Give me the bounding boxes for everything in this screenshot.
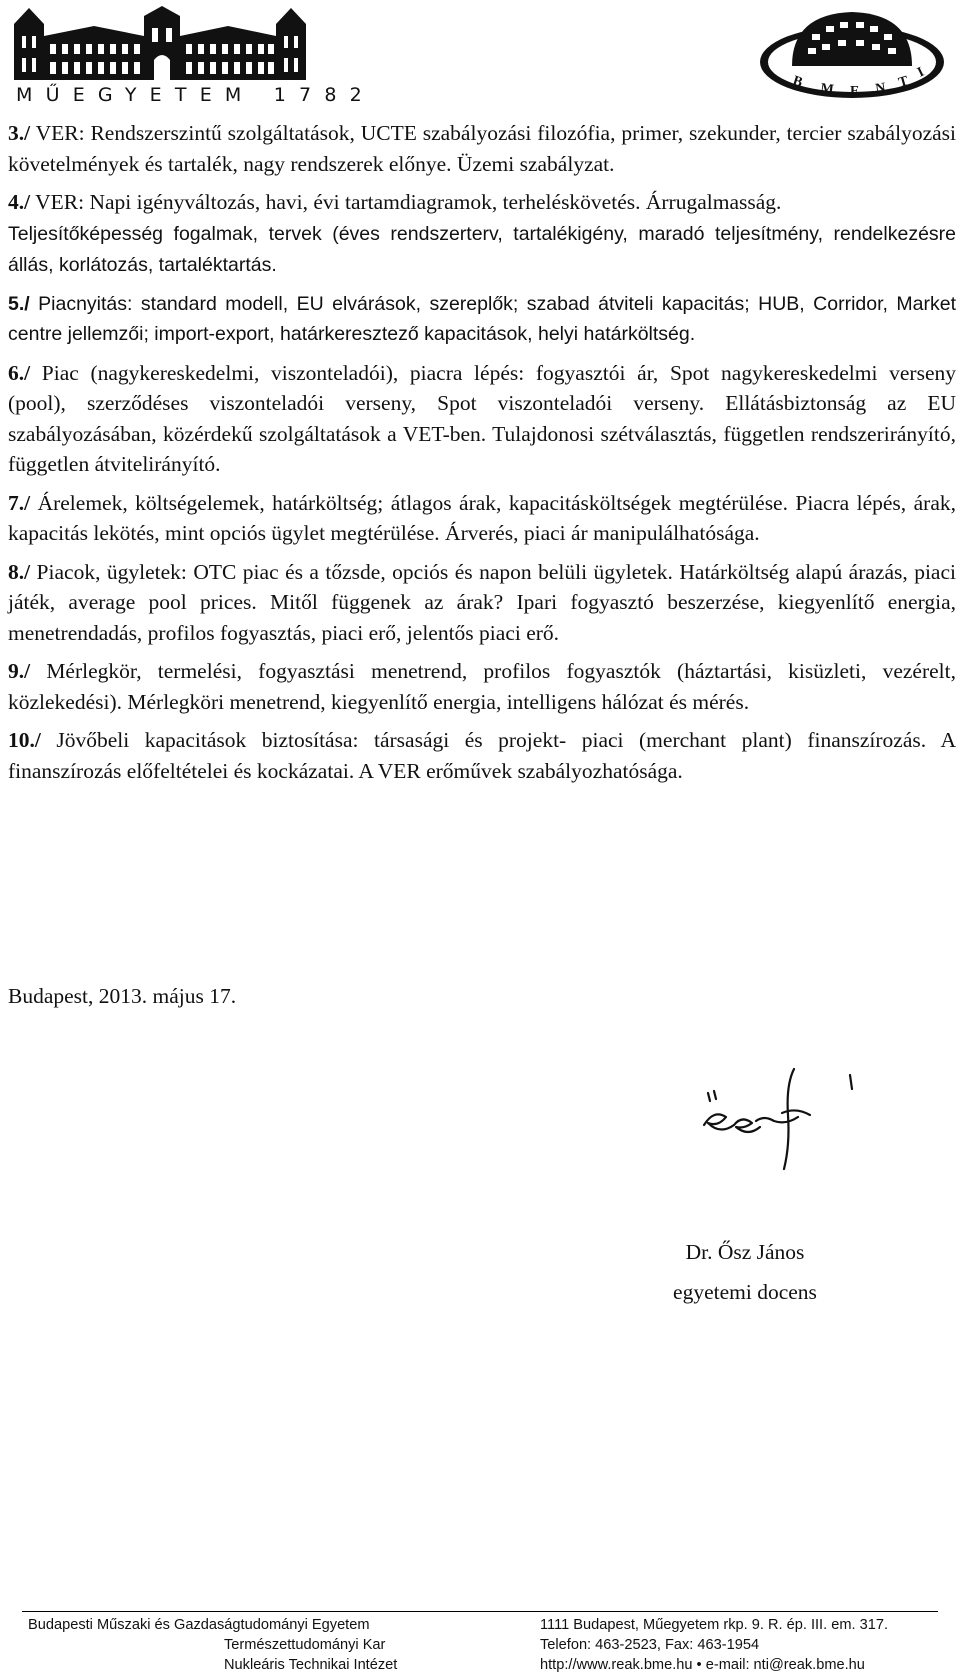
footer-address: 1111 Budapest, Műegyetem rkp. 9. R. ép. III. em. 317.	[540, 1617, 889, 1633]
item-text: Piacnyitás: standard modell, EU elvárások, szereplők; szabad átviteli kapacitás; HUB, Corridor, Market centre jellemzői; import-export, határkeresztező kapacitások, helyi határköltség.	[8, 292, 956, 345]
item-text: Mérlegkör, termelési, fogyasztási menetrend, profilos fogyasztók (háztartási, kisüzleti, vezérelt, közlekedési). Mérlegköri menetrend, kiegyenlítő energia, intelligens hálózat és mérés.	[8, 659, 956, 714]
reactor-dome-icon	[752, 4, 952, 104]
footer-university: Budapesti Műszaki és Gazdaságtudományi Egyetem	[28, 1617, 370, 1633]
signature-block	[640, 1232, 850, 1312]
item-4	[8, 187, 956, 281]
muegyetem-wordmark: MŰEGYETEM 1782	[16, 84, 375, 106]
svg-text:B: B	[790, 73, 805, 91]
svg-text:T: T	[896, 73, 911, 91]
item-number: 6./	[8, 360, 31, 385]
letterhead	[0, 0, 960, 108]
footer	[0, 1615, 960, 1675]
item-5	[8, 289, 956, 350]
footer-institution	[28, 1615, 448, 1675]
handwritten-signature	[700, 1065, 870, 1175]
item-6	[8, 358, 956, 480]
item-number: 8./	[8, 559, 31, 584]
footer-phone-fax: Telefon: 463-2523, Fax: 463-1954	[540, 1637, 760, 1653]
university-building-icon	[10, 6, 310, 84]
svg-text:N: N	[874, 80, 887, 97]
item-number: 5./	[8, 292, 30, 315]
footer-web-email: http://www.reak.bme.hu • e-mail: nti@reak.bme.hu	[540, 1657, 865, 1673]
item-number: 10./	[8, 728, 41, 752]
svg-text:I: I	[915, 64, 927, 81]
footer-divider	[22, 1611, 938, 1612]
item-number: 9./	[8, 659, 31, 683]
item-3	[8, 118, 956, 179]
document-body	[8, 118, 956, 794]
footer-contact	[540, 1615, 960, 1675]
svg-text:M: M	[819, 81, 835, 98]
item-text: Árelemek, költségelemek, határköltség; átlagos árak, kapacitásköltségek megtérülése. Piacra lépés, árak, kapacitás lekötés, mint opciós ügylet megtérülése. Árverés, piaci ár manipulálhatósága.	[8, 490, 956, 545]
item-number: 3./	[8, 121, 31, 145]
document-date: Budapest, 2013. május 17.	[8, 984, 237, 1008]
muegyetem-logo	[10, 6, 375, 106]
item-text: VER: Napi igényváltozás, havi, évi tartamdiagramok, terheléskövetés. Árrugalmasság.	[30, 190, 782, 214]
svg-text:E: E	[850, 84, 860, 99]
item-10	[8, 725, 956, 786]
item-9	[8, 656, 956, 717]
item-8	[8, 557, 956, 649]
item-text: Piacok, ügyletek: OTC piac és a tőzsde, opciós és napon belüli ügyletek. Határköltség alapú árazás, piaci játék, average pool prices. Mitől függenek az árak? Ipari fogyasztó beszerzése, kiegyenlítő energia, menetrendadás, profilos fogyasztás, piaci erő, jelentős piaci erő.	[8, 559, 956, 645]
item-text: Piac (nagykereskedelmi, viszonteladói), piacra lépés: fogyasztói ár, Spot nagykereskedelmi verseny (pool), szerződéses viszonteladói verseny, Spot viszonteladói verseny. Ellátásbiztonság az EU szabályozásában, közérdekű szolgáltatások a VET-ben. Tulajdonosi szétválasztás, független rendszerirányító, független átvitelirányító.	[8, 360, 956, 476]
item-text: VER: Rendszerszintű szolgáltatások, UCTE szabályozási filozófia, primer, szekunder, tercier szabályozási követelmények és tartalék, nagy rendszerek előnye. Üzemi szabályzat.	[8, 121, 956, 176]
bme-nti-logo	[752, 4, 952, 104]
signatory-name: Dr. Ősz János	[685, 1240, 805, 1264]
item-number: 4./	[8, 190, 31, 214]
footer-faculty: Természettudományi Kar	[224, 1637, 386, 1653]
signatory-title: egyetemi docens	[673, 1280, 817, 1304]
footer-institute: Nukleáris Technikai Intézet	[224, 1657, 398, 1673]
item-7	[8, 488, 956, 549]
item-text-continuation: Teljesítőképesség fogalmak, tervek (éves rendszerterv, tartalékigény, maradó teljesítmény, rendelkezésre állás, korlátozás, tartaléktartás.	[8, 222, 956, 276]
item-number: 7./	[8, 490, 31, 515]
item-text: Jövőbeli kapacitások biztosítása: társasági és projekt- piaci (merchant plant) finanszírozás. A finanszírozás előfeltételei és kockázatai. A VER erőművek szabályozhatósága.	[8, 728, 956, 783]
